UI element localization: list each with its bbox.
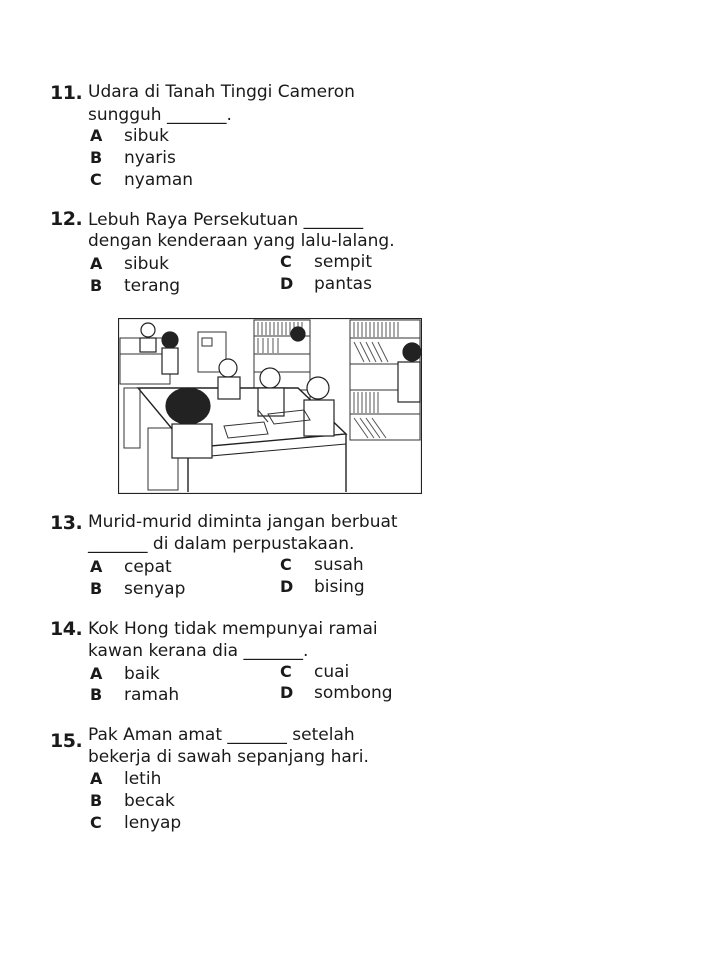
option-c — [280, 555, 364, 575]
option-text: cuai — [314, 662, 350, 682]
option-text: pantas — [314, 274, 372, 294]
question-number: 13. — [50, 512, 83, 534]
option-a — [90, 557, 172, 577]
option-text: terang — [124, 276, 181, 296]
option-letter: C — [90, 813, 102, 832]
option-text: sibuk — [124, 254, 169, 274]
option-text: bising — [314, 577, 365, 597]
option-b — [90, 148, 176, 168]
question-line-2: sungguh _______. — [88, 105, 232, 125]
option-c — [280, 662, 349, 682]
question-number: 15. — [50, 730, 83, 752]
option-c — [90, 170, 193, 190]
option-text: letih — [124, 769, 162, 789]
option-text: sibuk — [124, 126, 169, 146]
option-letter: B — [90, 276, 103, 295]
option-c — [90, 813, 181, 833]
question-line-1: Pak Aman amat _______ setelah — [88, 725, 355, 745]
option-letter: D — [280, 683, 294, 702]
option-b — [90, 579, 185, 599]
option-letter: D — [280, 577, 294, 596]
option-letter: C — [90, 170, 102, 189]
option-text: ramah — [124, 685, 180, 705]
option-b — [90, 276, 180, 296]
question-line-2: _______ di dalam perpustakaan. — [88, 534, 355, 554]
question-number: 14. — [50, 618, 83, 640]
question-number: 11. — [50, 82, 83, 104]
question-number: 12. — [50, 208, 83, 230]
option-letter: A — [90, 769, 103, 788]
option-b — [90, 685, 179, 705]
option-letter: B — [90, 579, 103, 598]
option-a — [90, 769, 161, 789]
library-illustration — [118, 318, 422, 494]
question-line-1: Murid-murid diminta jangan berbuat — [88, 512, 398, 532]
option-letter: A — [90, 557, 103, 576]
option-text: senyap — [124, 579, 186, 599]
option-text: cepat — [124, 557, 172, 577]
question-line-2: bekerja di sawah sepanjang hari. — [88, 747, 369, 767]
option-a — [90, 664, 160, 684]
option-text: becak — [124, 791, 175, 811]
option-d — [280, 683, 393, 703]
option-text: lenyap — [124, 813, 182, 833]
option-b — [90, 791, 175, 811]
option-letter: C — [280, 662, 292, 681]
question-line-2: kawan kerana dia _______. — [88, 641, 309, 661]
option-a — [90, 254, 169, 274]
option-letter: A — [90, 126, 103, 145]
option-text: baik — [124, 664, 160, 684]
option-letter: A — [90, 254, 103, 273]
option-d — [280, 577, 365, 597]
option-c — [280, 252, 372, 272]
option-letter: B — [90, 148, 103, 167]
option-d — [280, 274, 372, 294]
option-text: sempit — [314, 252, 373, 272]
question-line-1: Udara di Tanah Tinggi Cameron — [88, 82, 355, 102]
option-text: nyaman — [124, 170, 194, 190]
option-letter: D — [280, 274, 294, 293]
option-a — [90, 126, 169, 146]
option-text: nyaris — [124, 148, 176, 168]
option-text: sombong — [314, 683, 393, 703]
option-letter: B — [90, 791, 103, 810]
question-line-1: Lebuh Raya Persekutuan _______ — [88, 210, 364, 230]
option-letter: C — [280, 252, 292, 271]
option-text: susah — [314, 555, 364, 575]
option-letter: A — [90, 664, 103, 683]
question-line-2: dengan kenderaan yang lalu-lalang. — [88, 231, 395, 251]
question-line-1: Kok Hong tidak mempunyai ramai — [88, 619, 378, 639]
option-letter: C — [280, 555, 292, 574]
option-letter: B — [90, 685, 103, 704]
